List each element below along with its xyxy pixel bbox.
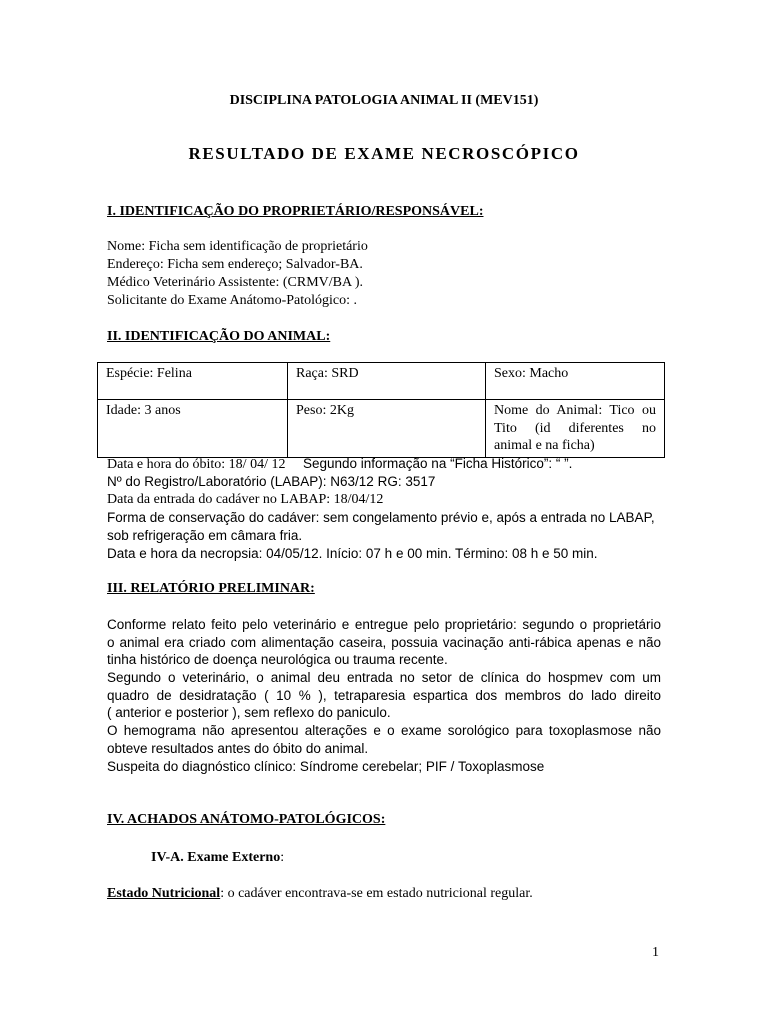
- necropsy-date: Data e hora da necropsia: 04/05/12. Início: 07 h e 00 min. Término: 08 h e 50 min.: [107, 546, 598, 561]
- conservation-line: sob refrigeração em câmara fria.: [107, 528, 303, 543]
- nutrition-line: [107, 885, 533, 903]
- conservation-line: Forma de conservação do cadáver: sem congelamento prévio e, após a entrada no LABAP,: [107, 510, 655, 525]
- owner-report-paragraph: [107, 616, 661, 669]
- section-findings-heading: IV. ACHADOS ANÁTOMO-PATOLÓGICOS:: [107, 812, 386, 827]
- section-owner-heading: I. IDENTIFICAÇÃO DO PROPRIETÁRIO/RESPONSÁVEL:: [107, 204, 484, 219]
- table-row: [98, 400, 665, 458]
- course-title: DISCIPLINA PATOLOGIA ANIMAL II (MEV151): [229, 93, 539, 108]
- section-animal-heading: II. IDENTIFICAÇÃO DO ANIMAL:: [107, 329, 331, 344]
- vet-report-paragraph: [107, 669, 661, 722]
- owner-address: Endereço: Ficha sem endereço; Salvador-BA.: [107, 257, 363, 272]
- paragraph-line: tinha histórico de doença neurológica ou trauma recente.: [107, 652, 448, 668]
- weight-cell: Peso: 2Kg: [288, 400, 486, 458]
- death-date: Data e hora do óbito: 18/ 04/ 12: [107, 457, 286, 472]
- paragraph-line: Conforme relato feito pelo veterinário e entregue pelo proprietário: segundo o proprietário: [107, 617, 661, 632]
- hemogram-paragraph: [107, 722, 661, 757]
- clinical-suspicion: Suspeita do diagnóstico clínico: Síndrome cerebelar; PIF / Toxoplasmose: [107, 759, 545, 774]
- age-cell: Idade: 3 anos: [98, 400, 288, 458]
- animal-name-line: Nome do Animal: Tico ou: [494, 403, 656, 418]
- death-date-line: [107, 455, 572, 474]
- owner-name: Nome: Ficha sem identificação de proprietário: [107, 239, 368, 254]
- entry-date: Data da entrada do cadáver no LABAP: 18/04/12: [107, 492, 384, 507]
- paragraph-line: ( anterior e posterior ), sem reflexo do paniculo.: [107, 705, 391, 721]
- table-row: [98, 363, 665, 400]
- report-title: RESULTADO DE EXAME NECROSCÓPICO: [188, 144, 580, 163]
- external-exam-subheading: [151, 849, 284, 867]
- page-number: 1: [652, 945, 659, 960]
- paragraph-line: quadro de desidratação ( 10 % ), tetraparesia espartica dos membros do lado direito: [107, 687, 661, 703]
- assistant-vet: Médico Veterinário Assistente: (CRMV/BA ).: [107, 275, 363, 290]
- exam-requester: Solicitante do Exame Anátomo-Patológico: .: [107, 293, 358, 308]
- registry-number: Nº do Registro/Laboratório (LABAP): N63/12 RG: 3517: [107, 474, 436, 489]
- paragraph-line: o animal era criado com alimentação caseira, possuia vacinação anti-rábica apenas e não: [107, 634, 661, 650]
- paragraph-line: Segundo o veterinário, o animal deu entrada no setor de clínica do hospmev com um: [107, 670, 661, 685]
- species-cell: Espécie: Felina: [98, 363, 288, 400]
- animal-id-table: [97, 362, 665, 458]
- nutrition-label: Estado Nutricional: [107, 886, 221, 901]
- section-report-heading: III. RELATÓRIO PRELIMINAR:: [107, 581, 315, 596]
- paragraph-line: obteve resultados antes do óbito do animal.: [107, 740, 369, 756]
- paragraph-line: O hemograma não apresentou alterações e o exame sorológico para toxoplasmose não: [107, 723, 661, 738]
- animal-name-line: animal e na ficha): [494, 438, 595, 454]
- animal-name-cell: [486, 400, 665, 458]
- external-exam-label: IV-A. Exame Externo: [151, 850, 281, 865]
- sex-cell: Sexo: Macho: [486, 363, 665, 400]
- external-exam-colon: :: [280, 850, 285, 865]
- animal-name-line: Tito (id diferentes no: [494, 420, 656, 436]
- nutrition-text: : o cadáver encontrava-se em estado nutricional regular.: [220, 886, 533, 901]
- info-source: Segundo informação na “Ficha Histórico”: “ ”.: [302, 456, 573, 471]
- breed-cell: Raça: SRD: [288, 363, 486, 400]
